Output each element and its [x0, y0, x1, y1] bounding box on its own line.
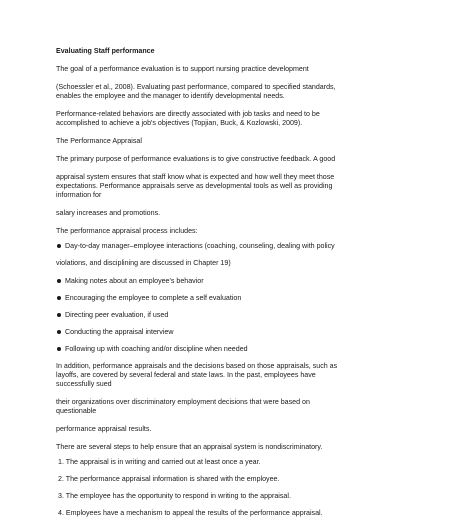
- bullet-text: Directing peer evaluation, if used: [65, 311, 169, 319]
- paragraph-primary-purpose: [56, 155, 396, 164]
- text-line: questionable: [56, 407, 97, 415]
- paragraph-behaviors: [56, 110, 396, 128]
- text-line: appraisal system ensures that staff know what is expected and how well they meet those: [56, 173, 335, 181]
- text-line: information for: [56, 191, 102, 199]
- bullet-text: Encouraging the employee to complete a self evaluation: [65, 294, 242, 302]
- text-line: Performance-related behaviors are directly associated with job tasks and need to be: [56, 110, 320, 118]
- paragraph-salary: [56, 209, 396, 218]
- bullet-item-follow-up: [56, 345, 396, 354]
- bullet-text: Following up with coaching and/or discipline when needed: [65, 345, 248, 353]
- text-line: The performance appraisal process includes:: [56, 227, 198, 235]
- numbered-item-4: 4. Employees have a mechanism to appeal the results of the performance appraisal.: [58, 509, 323, 517]
- section-heading: Evaluating Staff performance: [56, 47, 155, 55]
- text-line: The Performance Appraisal: [56, 137, 142, 145]
- bullet-continuation: [56, 259, 396, 268]
- text-line: successfully sued: [56, 380, 112, 388]
- bullet-icon: [57, 313, 61, 317]
- text-line: layoffs, are covered by several federal and state laws. In the past, employees have: [56, 371, 316, 379]
- paragraph-goal: [56, 65, 396, 74]
- numbered-item-2: 2. The performance appraisal information is shared with the employee.: [58, 475, 280, 483]
- text-line: violations, and disciplining are discussed in Chapter 19): [56, 259, 231, 267]
- bullet-icon: [57, 347, 61, 351]
- text-line: enables the employee and the manager to identify developmental needs.: [56, 92, 285, 100]
- bullet-item-interactions: [56, 242, 396, 251]
- bullet-text: Day-to-day manager–employee interactions (coaching, counseling, dealing with policy: [65, 242, 335, 250]
- paragraph-appraisal-system: [56, 173, 396, 200]
- text-line: expectations. Performance appraisals serve as developmental tools as well as providing: [56, 182, 333, 190]
- paragraph-discriminatory: [56, 398, 396, 416]
- bullet-icon: [57, 279, 61, 283]
- bullet-item-peer-evaluation: [56, 311, 396, 320]
- text-line: (Schoessler et al., 2008). Evaluating past performance, compared to specified standards,: [56, 83, 336, 91]
- text-line: In addition, performance appraisals and the decisions based on those appraisals, such as: [56, 362, 338, 370]
- document-page: [56, 47, 396, 526]
- text-line: performance appraisal results.: [56, 425, 152, 433]
- paragraph-schoessler: [56, 83, 396, 101]
- paragraph-process-includes: [56, 227, 396, 236]
- bullet-text: Making notes about an employee's behavior: [65, 277, 204, 285]
- paragraph-several-steps: [56, 443, 396, 452]
- text-line: The goal of a performance evaluation is to support nursing practice development: [56, 65, 309, 73]
- text-line: There are several steps to help ensure that an appraisal system is nondiscriminatory.: [56, 443, 323, 451]
- bullet-text: Conducting the appraisal interview: [65, 328, 174, 336]
- bullet-item-self-evaluation: [56, 294, 396, 303]
- subheading-performance-appraisal: [56, 137, 396, 146]
- numbered-item-3: 3. The employee has the opportunity to respond in writing to the appraisal.: [58, 492, 291, 500]
- bullet-item-interview: [56, 328, 396, 337]
- paragraph-federal-laws: [56, 362, 396, 389]
- text-line: their organizations over discriminatory employment decisions that were based on: [56, 398, 310, 406]
- text-line: accomplished to achieve a job's objectives (Topjian, Buck, & Kozlowski, 2009).: [56, 119, 303, 127]
- numbered-item-1: 1. The appraisal is in writing and carried out at least once a year.: [58, 458, 261, 466]
- paragraph-results: [56, 425, 396, 434]
- bullet-icon: [57, 330, 61, 334]
- bullet-icon: [57, 296, 61, 300]
- text-line: salary increases and promotions.: [56, 209, 161, 217]
- bullet-icon: [57, 244, 61, 248]
- text-line: The primary purpose of performance evaluations is to give constructive feedback. A good: [56, 155, 336, 163]
- bullet-item-notes: [56, 277, 396, 286]
